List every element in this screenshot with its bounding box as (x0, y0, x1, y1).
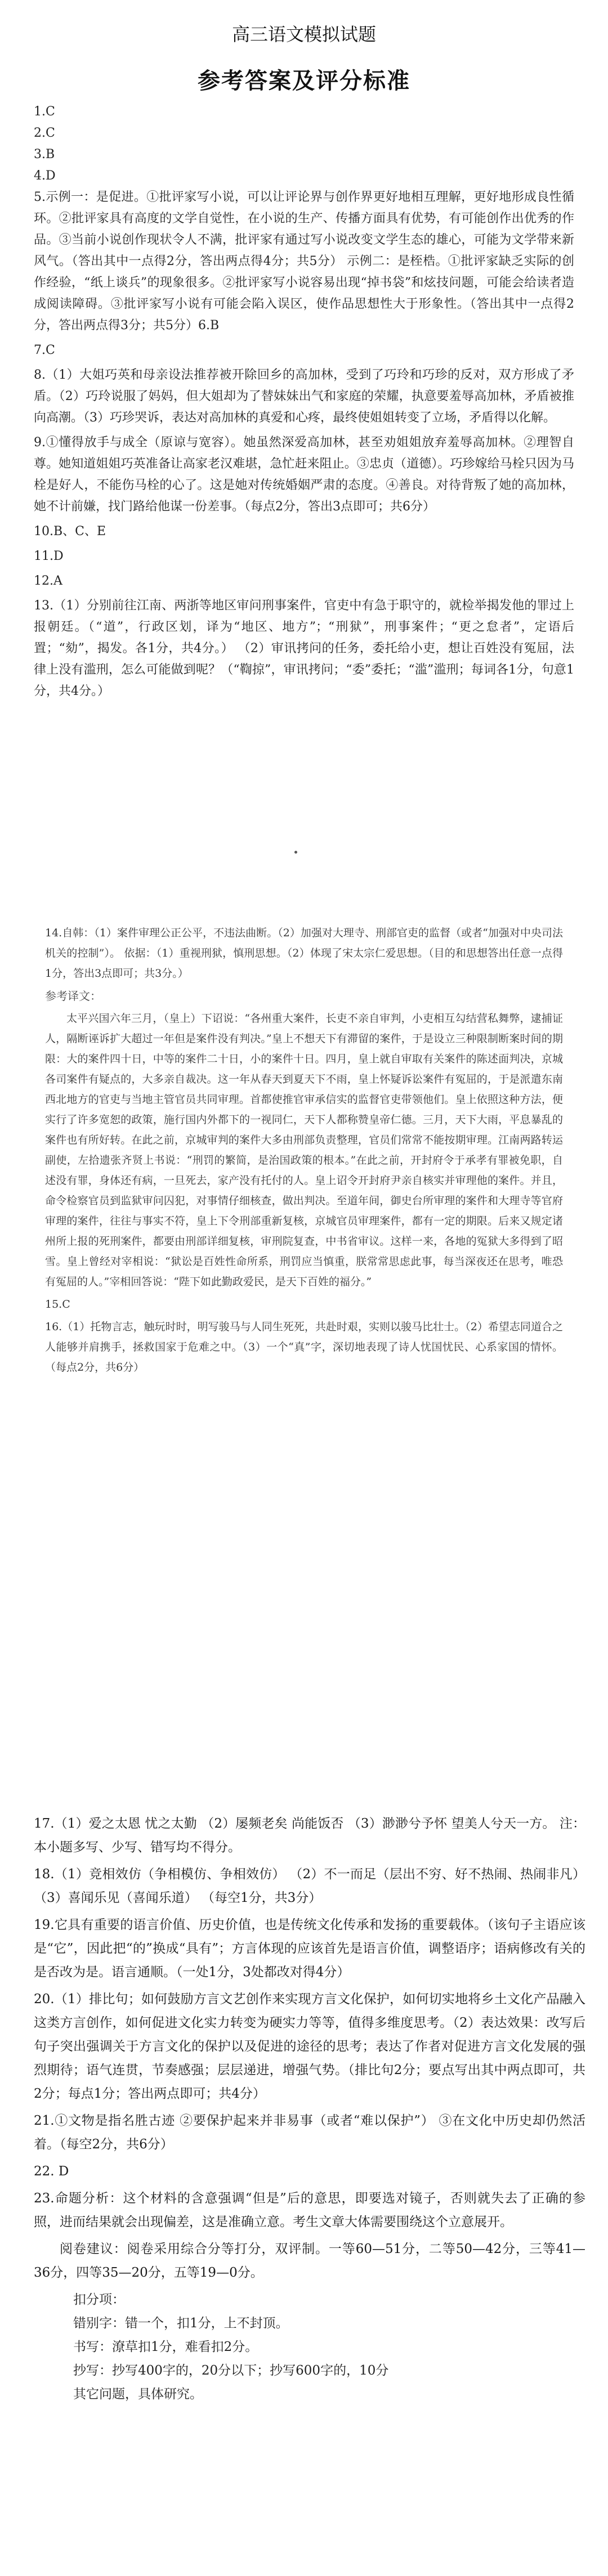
answer-21: 21.①文物是指名胜古迹 ②要保护起来并非易事（或者“难以保护”） ③在文化中历史却仍然活着。（每空2分，共6分） (34, 2113, 585, 2152)
answer-1: 1.C (34, 105, 55, 119)
translation-heading: 参考译文： (45, 989, 101, 1003)
answers-part-1 (34, 101, 574, 706)
answer-12: 12.A (34, 574, 62, 588)
answer-23: 23.命题分析：这个材料的含意强调“但是”后的意思，即要选对镜子，否则就失去了正确的参照，进而结果就会出现偏差，这是准确立意。考生文章大体需要围绕这个立意展开。 (34, 2191, 585, 2229)
answer-2: 2.C (34, 126, 55, 140)
answer-8: 8.（1）大姐巧英和母亲设法推荐被开除回乡的高加林，受到了巧玲和巧珍的反对，双方形成了矛盾。（2）巧玲说服了妈妈，但大姐却为了替妹妹出气和家庭的荣耀，执意要羞辱高加林，矛盾被推向高潮。（3）巧珍哭诉，表达对高加林的真爱和心疼，最终使姐姐转变了立场，矛盾得以化解。 (34, 368, 574, 425)
deduction-item: 错别字：错一个，扣1分，上不封顶。 (73, 2316, 289, 2331)
answer-17: 17.（1）爱之太恩 忧之太勤 （2）屡频老矣 尚能饭否 （3）渺渺兮予怀 望美人兮天一方。 注：本小题多写、少写、错写均不得分。 (34, 1816, 585, 1855)
answer-9: 9.①懂得放手与成全（原谅与宽容）。她虽然深爱高加林，甚至劝姐姐放弃羞辱高加林。②理智自尊。她知道姐姐巧英准备让高家老汉难堪，急忙赶来阻止。③忠贞（道德）。巧珍嫁给马栓只因为马栓是好人，不能伤马栓的心了。这是她对传统婚姻严肃的态度。④善良。对待背叛了她的高加林，她不计前嫌，找门路给他谋一份差事。（每点2分，答出3点即可；共6分） (34, 436, 574, 514)
answer-20: 20.（1）排比句；如何鼓励方言文艺创作来实现方言文化保护，如何切实地将乡土文化产品融入这类方言创作，如何促进文化实力转变为硬实力等等，值得多维度思考。（2）表达效果：改写后句子突出强调关于方言文化的保护以及促进的途径的思考；表达了作者对促进方言文化发展的强烈期待；语气连贯，节奏感强；层层递进，增强气势。（排比句2分；要点写出其中两点即可，共2分；每点1分；答出两点即可；共4分） (34, 1992, 585, 2101)
page-mark-dot (294, 851, 297, 854)
exam-title: 高三语文模拟试题 (231, 24, 376, 45)
answer-4: 4.D (34, 169, 56, 183)
answer-13: 13.（1）分别前往江南、两浙等地区审问刑事案件，官吏中有急于职守的，就检举揭发他的罪过上报朝廷。（“道”，行政区划，译为“地区、地方”；“刑狱”，刑事案件；“更之怠者”，定语后置；“劾”，揭发。各1分，共4分。） （2）审讯拷问的任务，委托给小吏，想让百姓没有冤屈，法律上没有滥刑，怎么可能做到呢？（“鞫掠”，审讯拷问；“委”委托；“滥”滥刑；每词各1分，句意1分，共4分。） (34, 599, 574, 698)
translation-text: 太平兴国六年三月，（皇上）下诏说：“各州重大案件，长吏不亲自审判，小吏相互勾结营私舞弊，逮捕证人，隔断诬诉扩大超过一年但是案件没有判决。”皇上不想天下有滞留的案件，于是设立三种限制断案时间的期限：大的案件四十日，中等的案件二十日，小的案件十日。四月，皇上就自审取有关案件的陈述面判决，京城各司案件有疑点的，大多亲自裁决。这一年从春天到夏天下不雨，皇上怀疑诉讼案件有冤屈的，于是派遣东南西北地方的官吏与当地主管官员共同审理。首都使推官审承信实的监督官吏带领他们。皇上依照这种方法，便实行了许多宽恕的政策，施行国内外都下的一视同仁，天下人都称赞皇帝仁德。三月，天下大雨，平息暴乱的案件也有所好转。在此之前，京城审判的案件大多由刑部负责整理，官员们常常不能按期审理。江南两路转运副使，左拾遗张齐贤上书说：“刑罚的繁简，是治国政策的根本。”在此之前，开封府令于承孝有罪被免职，自述没有罪，身体还有病，一旦死去，家产没有托付的人。皇上诏令开封府尹亲自核实并审理他的案件。并且，命令检察官员到监狱审问囚犯，对事情仔细核查，做出判决。至道年间，御史台所审理的案件和大理寺等官府审理的案件，往往与事实不符，皇上下令刑部重新复核，京城官员审理案件，都有一定的期限。后来又规定诸州所上报的死刑案件，都要由刑部详细复核，审刑院复查，中书省审议。这样一来，各地的冤狱大多得到了昭雪。皇上曾经对宰相说：“狱讼是百姓性命所系，刑罚应当慎重，朕常常思虑此事，每当深夜还在思考，唯恐有冤屈的人。”宰相回答说：“陛下如此勤政爱民，是天下百姓的福分。” (45, 1012, 563, 1288)
answer-10: 10.B、C、E (34, 524, 106, 538)
answer-15: 15.C (45, 1298, 70, 1311)
answer-22: 22. D (34, 2164, 69, 2179)
answer-7: 7.C (34, 343, 55, 357)
deduction-item: 其它问题，具体研究。 (73, 2387, 203, 2402)
answer-19: 19.它具有重要的语言价值、历史价值，也是传统文化传承和发扬的重要载体。（该句子主语应该是“它”，因此把“的”换成“具有”；方言体现的应该首先是语言价值，调整语序；语病修改有关的是否改为是。语言通顺。（一处1分，3处都改对得4分） (34, 1918, 585, 1980)
answer-16: 16.（1）托物言志，触玩时时，明写骏马与人同生死死，共赴时艰，实则以骏马比壮士。（2）希望志同道合之人能够并肩携手，拯救国家于危难之中。（3）一个“真”字，深切地表现了诗人忧国忧民、心系家国的情怀。（每点2分，共6分） (45, 1321, 563, 1374)
answer-11: 11.D (34, 549, 64, 563)
answer-5: 5.示例一：是促进。①批评家写小说，可以让评论界与创作界更好地相互理解，更好地形成良性循环。②批评家具有高度的文学自觉性，在小说的生产、传播方面具有优势，有可能创作出优秀的作品。③当前小说创作现状令人不满，批评家有通过写小说改变文学生态的雄心，可能为文学带来新风气。（答出其中一点得2分，答出两点得4分；共5分） 示例二：是桎梏。①批评家缺乏实际的创作经验，“纸上谈兵”的现象很多。②批评家写小说容易出现“掉书袋”和炫技问题，可能会给读者造成阅读障碍。③批评家写小说有可能会陷入误区，使作品思想性大于形象性。（答出其中一点得2分，答出两点得3分；共5分）6.B (34, 190, 574, 333)
grading-suggestion: 阅卷建议：阅卷采用综合分等打分，双评制。一等60—51分，二等50—42分，三等41—36分，四等35—20分，五等19—0分。 (34, 2242, 585, 2280)
answer-key-section-1 (0, 0, 608, 878)
deduction-item: 书写：潦草扣1分，难看扣2分。 (73, 2340, 258, 2354)
answer-18: 18.（1）竞相效仿（争相模仿、争相效仿） （2）不一而足（层出不穷、好不热闹、热闹非凡） （3）喜闻乐见（喜闻乐道） （每空1分，共3分） (34, 1867, 585, 1905)
answer-3: 3.B (34, 147, 55, 161)
page-title: 参考答案及评分标准 (198, 68, 410, 94)
answer-key-section-3 (0, 1722, 608, 2566)
deduction-item: 抄写：抄写400字的，20分以下；抄写600字的，10分 (73, 2363, 389, 2378)
answer-key-section-2 (0, 900, 608, 1677)
answer-14: 14.自韩：（1）案件审理公正公平，不违法曲断。（2）加强对大理寺、刑部官吏的监督（或者“加强对中央司法机关的控制”）。 依据：（1）重视刑狱，慎刑思想。（2）体现了宋太宗仁爱思想。（目的和思想答出任意一点得1分，答出3点即可；共3分。） (45, 927, 563, 980)
deductions-heading: 扣分项： (73, 2292, 125, 2307)
